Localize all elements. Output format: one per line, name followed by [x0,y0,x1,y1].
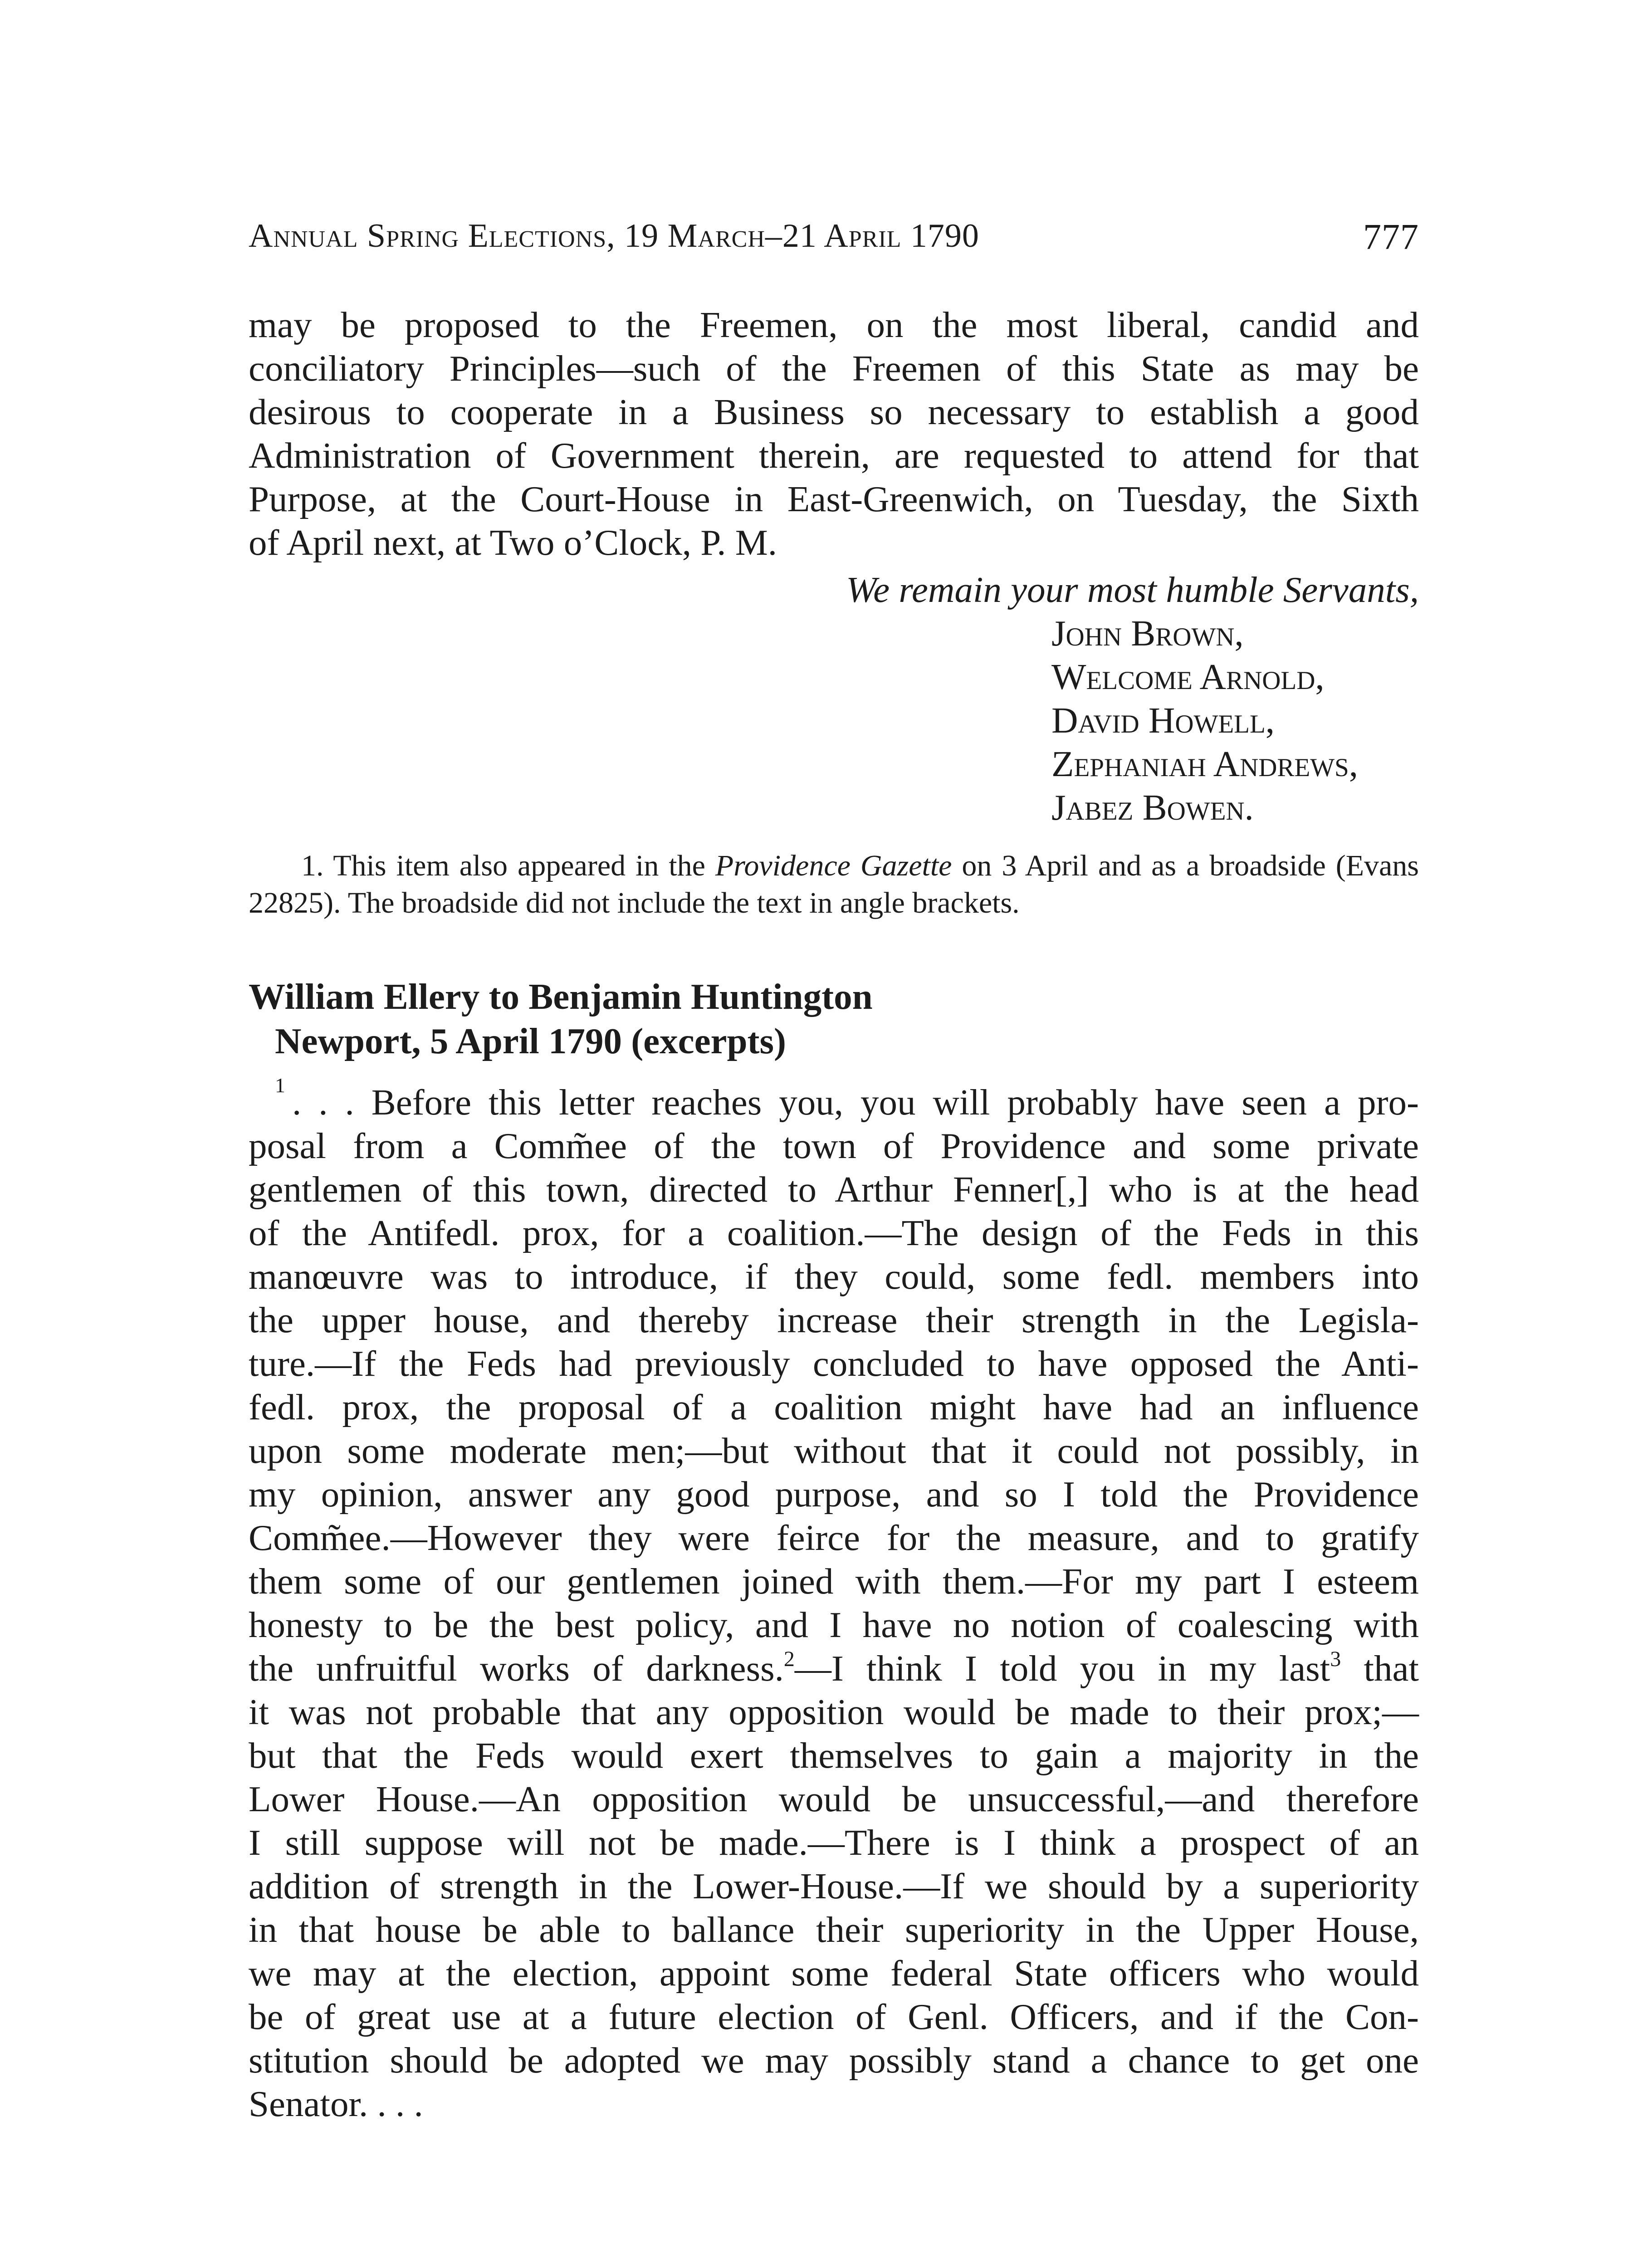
text-line: posal from a Comm̃ee of the town of Providence and some private [249,1125,1419,1166]
text-line: I still suppose will not be made.—There is I think a prospect of an [249,1822,1419,1863]
signatory: Jabez Bowen. [1051,787,1254,828]
valediction: We remain your most humble Servants, [846,569,1419,610]
signatory: Welcome Arnold, [1051,656,1325,697]
text-line: we may at the election, appoint some federal State officers who would [249,1953,1419,1994]
footnote-line: 22825). The broadside did not include the text in angle brackets. [249,886,1020,919]
text-line: Senator. . . . [249,2083,423,2124]
letter-heading-title: William Ellery to Benjamin Huntington [249,976,873,1017]
text-line: Purpose, at the Court-House in East-Greenwich, on Tuesday, the Sixth [249,479,1419,519]
text-line: it was not probable that any opposition would be made to their prox;— [249,1691,1419,1732]
text-line: honesty to be the best policy, and I have no notion of coalescing with [249,1604,1419,1645]
text-line: upon some moderate men;—but without that it could not possibly, in [249,1430,1419,1471]
text-line: gentlemen of this town, directed to Arthur Fenner[,] who is at the head [249,1169,1419,1210]
letter-body [249,1080,1419,2126]
footnote-italic-title: Providence Gazette [715,849,952,882]
text-line: Comm̃ee.—However they were feirce for the measure, and to gratify [249,1517,1419,1558]
footnote-marker: 3 [1330,1647,1341,1671]
text-line: manœuvre was to introduce, if they could, some fedl. members into [249,1256,1419,1297]
text-fragment: —I think I told you in my last [794,1648,1330,1689]
text-line: of the Antifedl. prox, for a coalition.—The design of the Feds in this [249,1212,1419,1253]
text-line [249,1647,1419,1690]
text-line: addition of strength in the Lower-House.—If we should by a superiority [249,1866,1419,1906]
running-head [249,217,1419,267]
text-line: stitution should be adopted we may possibly stand a chance to get one [249,2040,1419,2081]
footnote-text: 1. This item also appeared in the [301,849,715,882]
footnote-marker: 2 [783,1647,795,1671]
text-line: ture.—If the Feds had previously concluded to have opposed the Anti- [249,1343,1419,1384]
closing [249,568,1419,611]
footnote-text: on 3 April and as a broadside (Evans [952,849,1419,882]
text-line: but that the Feds would exert themselves to gain a majority in the [249,1735,1419,1776]
text-line: be of great use at a future election of Genl. Officers, and if the Con- [249,1996,1419,2037]
signature-block [1051,611,1358,829]
text-line: . . . Before this letter reaches you, you will probably have seen a pro- [292,1082,1419,1123]
signatory: David Howell, [1051,700,1275,741]
signatory: Zephaniah Andrews, [1051,743,1358,784]
text-line: the upper house, and thereby increase their strength in the Legisla- [249,1300,1419,1340]
text-line: conciliatory Principles—such of the Freemen of this State as may be [249,348,1419,389]
text-line: desirous to cooperate in a Business so necessary to establish a good [249,391,1419,432]
continued-paragraph [249,303,1419,564]
text-line: them some of our gentlemen joined with them.—For my part I esteem [249,1561,1419,1602]
running-head-title: Annual Spring Elections, 19 March–21 April 1790 [249,217,979,254]
text-line: my opinion, answer any good purpose, and so I told the Providence [249,1474,1419,1515]
text-fragment: that [1341,1648,1419,1689]
text-line: fedl. prox, the proposal of a coalition might have had an influence [249,1387,1419,1427]
letter-heading-dateline-text: Newport, 5 April 1790 (excerpts) [275,1021,786,1061]
text-line: of April next, at Two o’Clock, P. M. [249,522,777,563]
signatory: John Brown, [1051,613,1244,654]
text-line: may be proposed to the Freemen, on the most liberal, candid and [249,304,1419,345]
text-line: Lower House.—An opposition would be unsuccessful,—and therefore [249,1779,1419,1819]
footnote [249,847,1419,922]
text-fragment: the unfruitful works of darkness. [249,1648,784,1689]
text-line: Administration of Government therein, are requested to attend for that [249,435,1419,476]
text-line: in that house be able to ballance their superiority in the Upper House, [249,1909,1419,1950]
footnote-line [249,847,1419,885]
page-number: 777 [1363,217,1419,257]
footnote-marker: 1 [275,1074,285,1097]
